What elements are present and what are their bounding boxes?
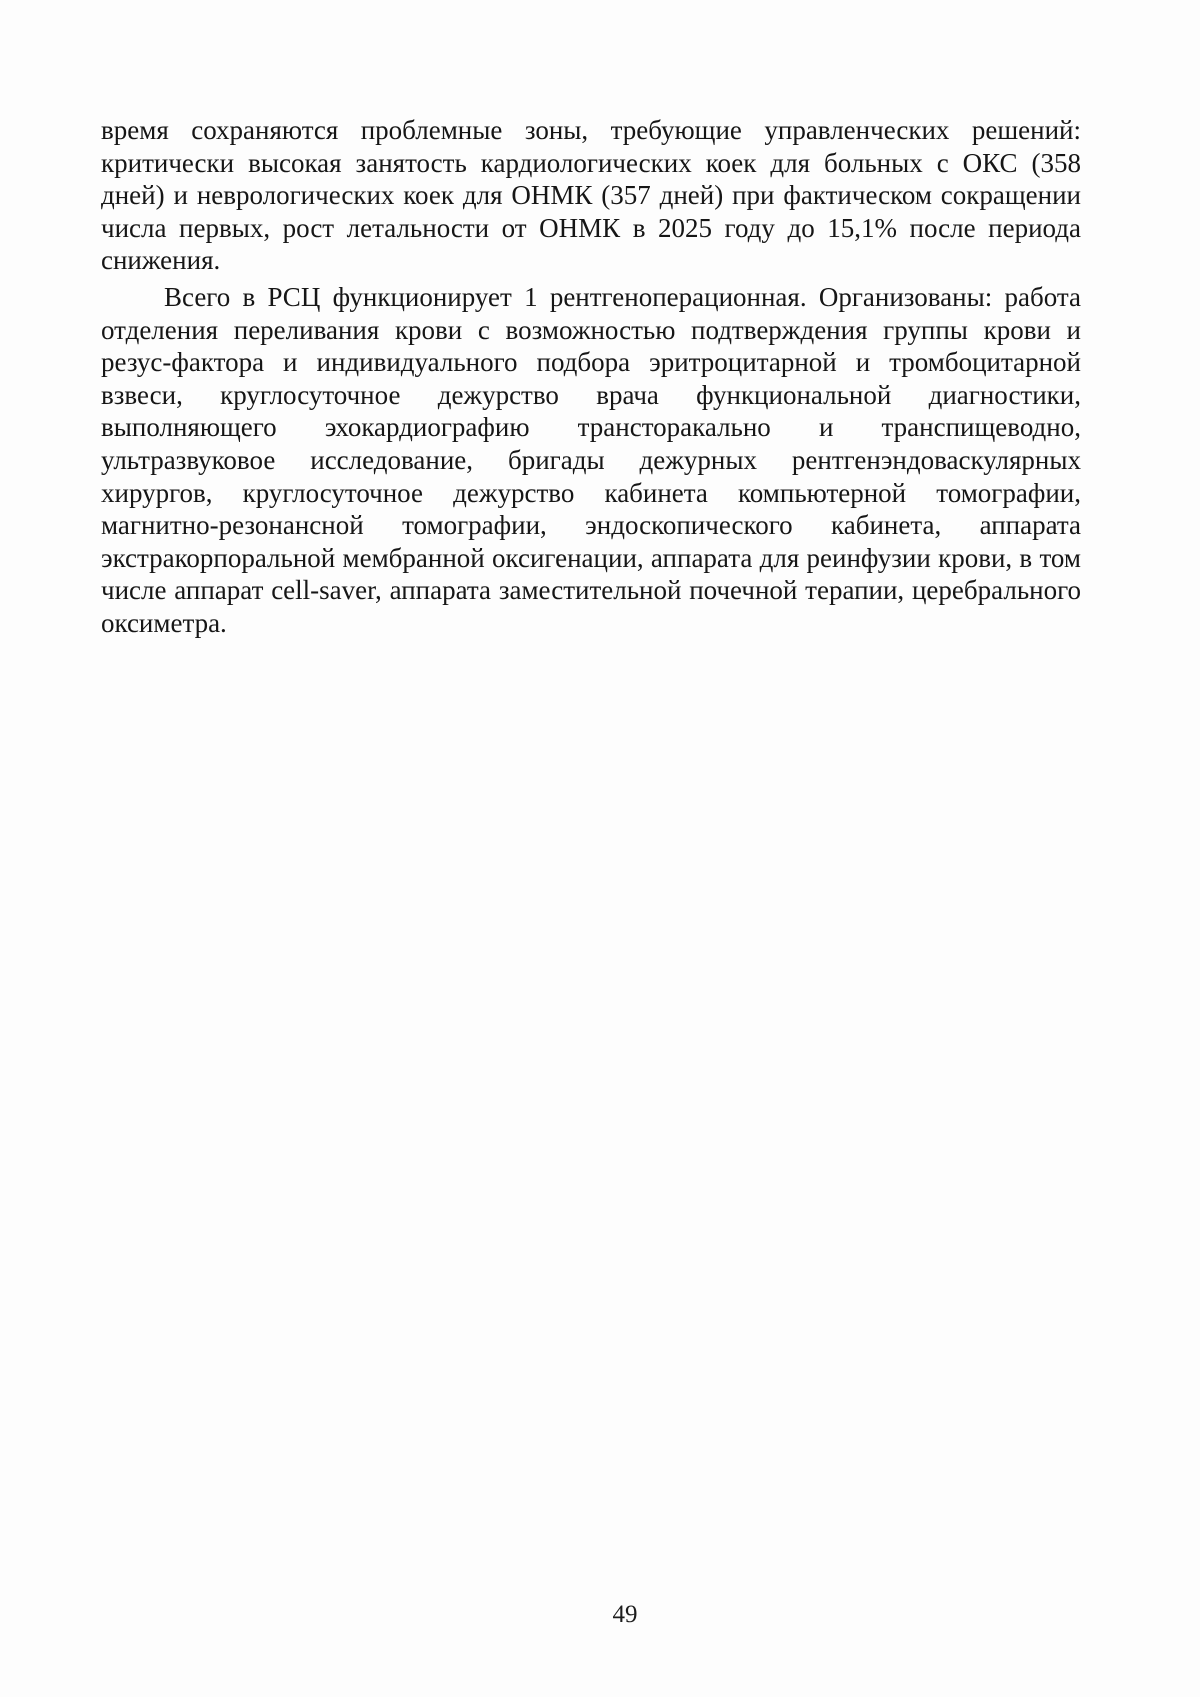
- paragraph-continuation: время сохраняются проблемные зоны, требующие управленческих решений: критически высокая занятость кардиологических коек для больных с ОКС (358 дней) и неврологических коек для ОНМК (357 дней) при фактическом сокращении числа первых, рост летальности от ОНМК в 2025 году до 15,1% после периода снижения.: [101, 115, 1081, 276]
- body-text: [101, 114, 1081, 640]
- page-number: 49: [612, 1601, 638, 1628]
- paragraph-equipment: Всего в РСЦ функционирует 1 рентгеноперационная. Организованы: работа отделения переливания крови с возможностью подтверждения группы крови и резус-фактора и индивидуального подбора эритроцитарной и тромбоцитарной взвеси, круглосуточное дежурство врача функциональной диагностики, выполняющего эхокардиографию трансторакально и транспищеводно, ультразвуковое исследование, бригады дежурных рентгенэндоваскулярных хирургов, круглосуточное дежурство кабинета компьютерной томографии, магнитно-резонансной томографии, эндоскопического кабинета, аппарата экстракорпоральной мембранной оксигенации, аппарата для реинфузии крови, в том числе аппарат cell-saver, аппарата заместительной почечной терапии, церебрального оксиметра.: [101, 281, 1081, 638]
